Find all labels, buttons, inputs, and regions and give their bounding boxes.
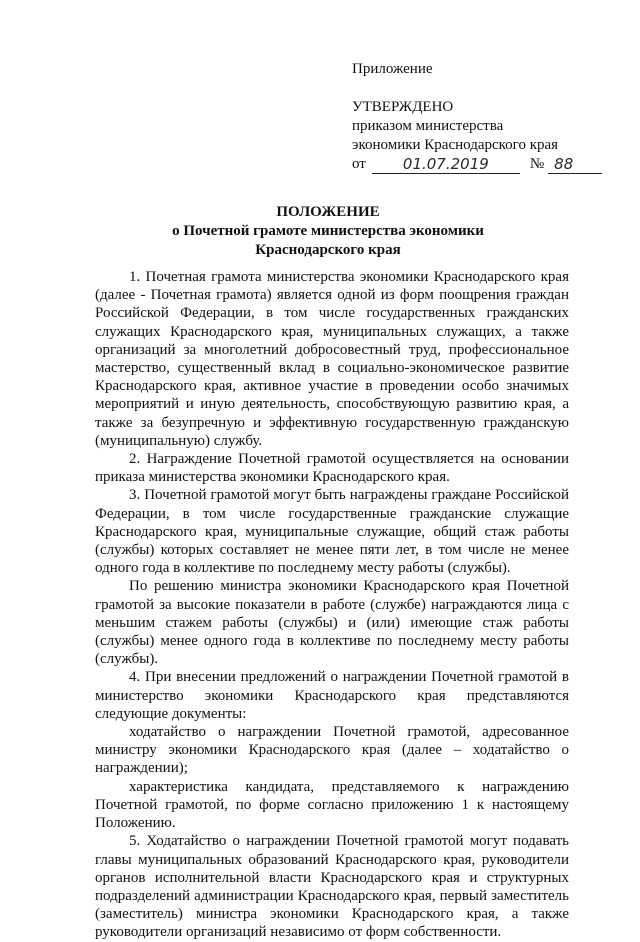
order-line-1: приказом министерства [352, 118, 504, 134]
date-prefix: от [352, 156, 366, 172]
order-line-2: экономики Краснодарского края [352, 137, 559, 153]
paragraph-2: 2. Награждение Почетной грамотой осуществляется на основании приказа министерства экономики Краснодарского края. [95, 451, 569, 486]
title-line-2: о Почетной грамоте министерства экономики [172, 223, 484, 239]
paragraph-4-item-1: ходатайство о награждении Почетной грамотой, адресованное министру экономики Краснодарского края (далее – ходатайство о награждении); [95, 724, 569, 777]
document-title [88, 203, 568, 260]
order-date-line [352, 155, 612, 174]
approval-block [352, 60, 612, 174]
handwritten-number: 88 [548, 156, 602, 174]
appendix-label: Приложение [352, 61, 433, 77]
paragraph-4: 4. При внесении предложений о награждении Почетной грамотой в министерство экономики Краснодарского края представляются следующие документы: [95, 669, 569, 722]
number-label: № [529, 156, 545, 172]
paragraph-1: 1. Почетная грамота министерства экономики Краснодарского края (далее - Почетная грамота) является одной из форм поощрения граждан Российской Федерации, в том числе государственных гражданских служащих Краснодарского края, муниципальных служащих, а также организаций за многолетний добросовестный труд, профессиональное мастерство, существенный вклад в социально-экономическое развитие Краснодарского края, активное участие в проведении особо значимых мероприятий и иную деятельность, способствующую развитию края, а также за безупречную и эффективную государственную гражданскую (муниципальную) службу. [95, 269, 569, 449]
document-body [95, 268, 569, 942]
title-line-1: ПОЛОЖЕНИЕ [276, 204, 380, 220]
paragraph-3: 3. Почетной грамотой могут быть награждены граждане Российской Федерации, в том числе государственные гражданские служащие Краснодарского края, муниципальные служащие, общий стаж работы (службы) которых составляет не менее пяти лет, в том числе не менее одного года в коллективе по последнему месту работы (службы). [95, 487, 569, 577]
paragraph-4-item-2: характеристика кандидата, представляемого к награждению Почетной грамотой, по форме согласно приложению 1 к настоящему Положению. [95, 778, 569, 832]
paragraph-5: 5. Ходатайство о награждении Почетной грамотой могут подавать главы муниципальных образований Краснодарского края, руководители органов исполнительной власти Краснодарского края и структурных подразделений администрации Краснодарского края, первый заместитель (заместитель) министра экономики Краснодарского края, а также руководители организаций независимо от форм собственности. [95, 833, 569, 941]
handwritten-date: 01.07.2019 [372, 156, 520, 174]
title-line-3: Краснодарского края [255, 242, 401, 258]
paragraph-3-continued: По решению министра экономики Краснодарского края Почетной грамотой за высокие показатели в работе (службе) награждаются лица с меньшим стажем работы (службы) и (или) имеющие стаж работы (службы) менее одного года в коллективе по последнему месту работы (службы). [95, 578, 569, 668]
approved-label: УТВЕРЖДЕНО [352, 99, 454, 115]
